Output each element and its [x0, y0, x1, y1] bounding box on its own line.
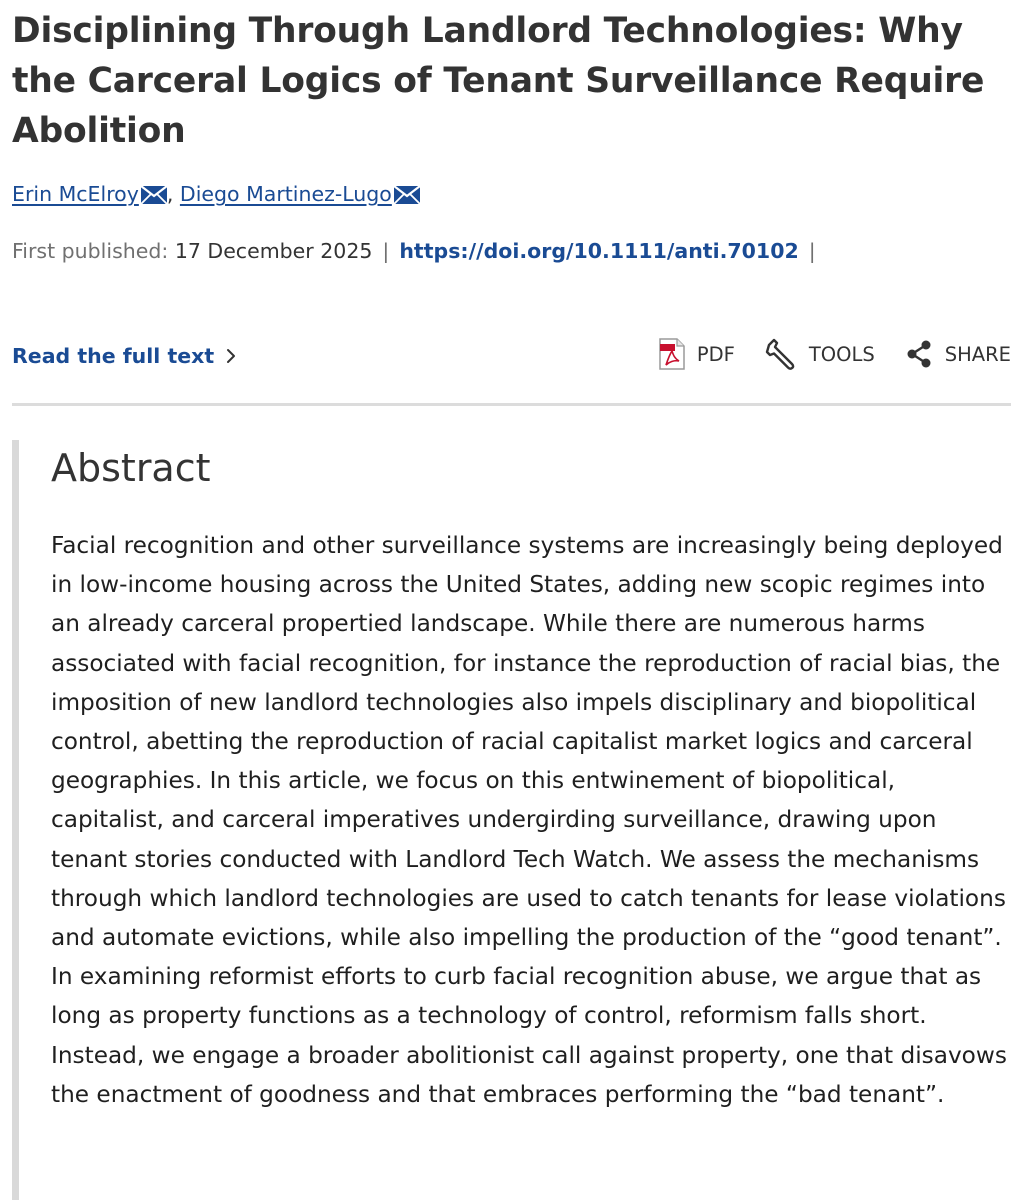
author-list — [12, 178, 420, 213]
share-button[interactable] — [905, 339, 1011, 369]
read-full-text-label: Read the full text — [12, 344, 215, 368]
section-divider — [12, 403, 1011, 406]
tools-label: TOOLS — [808, 342, 875, 366]
pdf-icon — [659, 338, 685, 370]
article-title: Disciplining Through Landlord Technologies: Why the Carceral Logics of Tenant Surveillance Require Abolition — [12, 11, 985, 151]
doi-link[interactable]: https://doi.org/10.1111/anti.70102 — [399, 239, 799, 263]
read-full-text-link[interactable] — [12, 340, 236, 373]
published-label: First published: — [12, 239, 169, 263]
abstract-section — [12, 440, 1022, 1200]
share-icon — [905, 339, 933, 369]
pdf-label: PDF — [696, 342, 735, 366]
separator: | — [808, 239, 816, 263]
abstract-text: Facial recognition and other surveillance systems are increasingly being deployed in low-income housing across the United States, adding new scopic regimes into an already carceral propertied landscape. While there are numerous harms associated with facial recognition, for instance the reproduction of racial bias, the imposition of new landlord technologies also impels disciplinary and biopolitical control, abetting the reproduction of racial capitalist market logics and carceral geographies. In this article, we focus on this entwinement of biopolitical, capitalist, and carceral imperatives undergirding surveillance, drawing upon tenant stories conducted with Landlord Tech Watch. We assess the mechanisms through which landlord technologies are used to catch tenants for lease violations and automate evictions, while also impelling the production of the “good tenant”. In examining reformist efforts to curb facial recognition abuse, we argue that as long as property functions as a technology of control, reformism falls short. Instead, we engage a broader abolitionist call against property, one that disavows the enactment of goodness and that embraces performing the “bad tenant”. — [51, 532, 1007, 1108]
author-separator: , — [166, 182, 174, 206]
chevron-right-icon — [226, 341, 236, 373]
abstract-accent-bar — [12, 440, 19, 1200]
author-link-diego-martinez-lugo[interactable]: Diego Martinez-Lugo — [179, 182, 392, 206]
mail-icon[interactable] — [141, 181, 167, 213]
published-date: 17 December 2025 — [174, 239, 373, 263]
wrench-icon — [765, 338, 797, 370]
mail-icon[interactable] — [394, 181, 420, 213]
publication-info — [12, 235, 826, 267]
article-toolbar — [659, 338, 1011, 370]
pdf-button[interactable] — [659, 338, 735, 370]
share-label: SHARE — [944, 342, 1011, 366]
abstract-heading: Abstract — [51, 446, 211, 490]
separator: | — [382, 239, 390, 263]
tools-button[interactable] — [765, 338, 875, 370]
author-link-erin-mcelroy[interactable]: Erin McElroy — [12, 182, 139, 206]
